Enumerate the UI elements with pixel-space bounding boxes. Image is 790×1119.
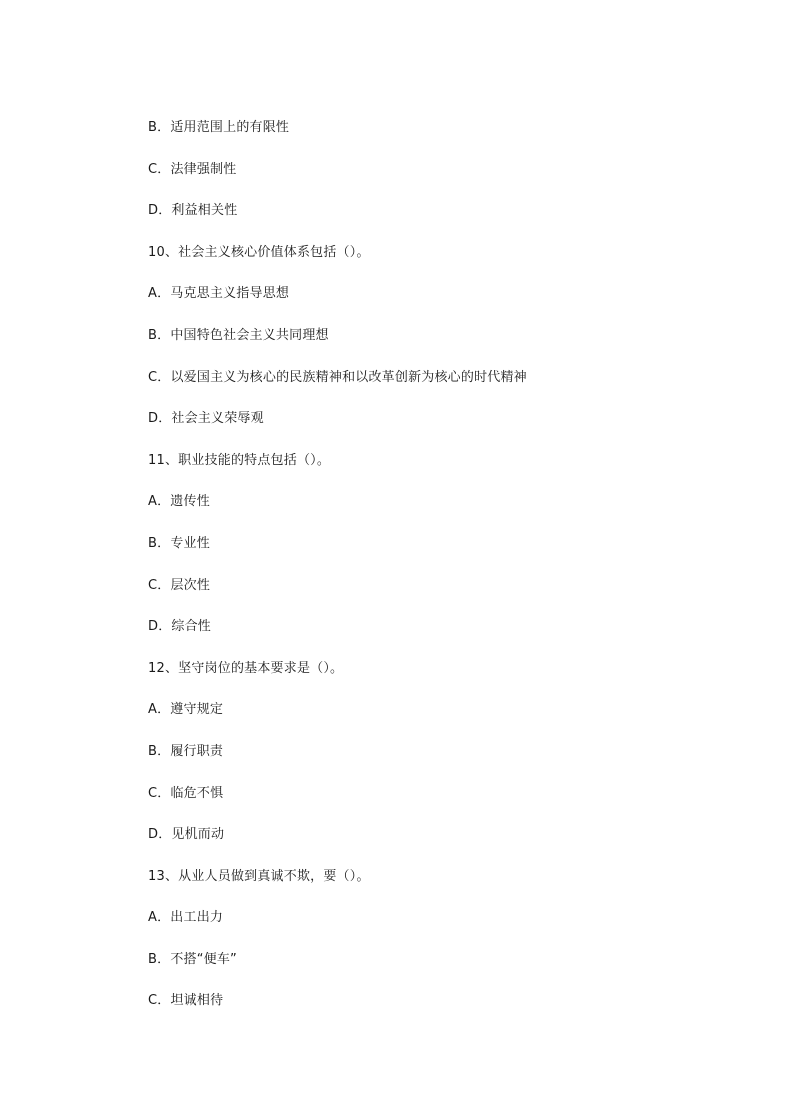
question-13-option-c: C．坦诚相待 [148, 993, 224, 1009]
question-10: 10、社会主义核心价值体系包括（）。 [148, 244, 370, 260]
question-12-option-c: C．临危不惧 [148, 785, 224, 801]
question-11-option-a: A．遗传性 [148, 494, 210, 510]
question-13-option-a: A．出工出力 [148, 910, 224, 926]
question-12-option-b: B．履行职责 [148, 743, 224, 759]
question-10-option-a: A．马克思主义指导思想 [148, 286, 290, 302]
question-11: 11、职业技能的特点包括（）。 [148, 452, 331, 468]
question-10-option-b: B．中国特色社会主义共同理想 [148, 327, 329, 343]
question-12: 12、坚守岗位的基本要求是（）。 [148, 660, 344, 676]
option-d-interest-relevance: D．利益相关性 [148, 203, 238, 219]
option-c-legal-enforcement: C．法律强制性 [148, 161, 237, 177]
question-11-option-d: D．综合性 [148, 619, 212, 635]
question-11-option-b: B．专业性 [148, 535, 210, 551]
question-12-option-d: D．见机而动 [148, 827, 225, 843]
question-list [148, 118, 748, 1033]
question-12-option-a: A．遵守规定 [148, 702, 224, 718]
option-b-limited-scope: B．适用范围上的有限性 [148, 120, 290, 135]
question-11-option-c: C．层次性 [148, 577, 211, 593]
question-10-option-d: D．社会主义荣辱观 [148, 411, 264, 427]
question-13-option-b: B．不搭“便车” [148, 951, 237, 967]
question-10-option-c: C．以爱国主义为核心的民族精神和以改革创新为核心的时代精神 [148, 369, 527, 385]
question-13: 13、从业人员做到真诚不欺，要（）。 [148, 868, 370, 884]
